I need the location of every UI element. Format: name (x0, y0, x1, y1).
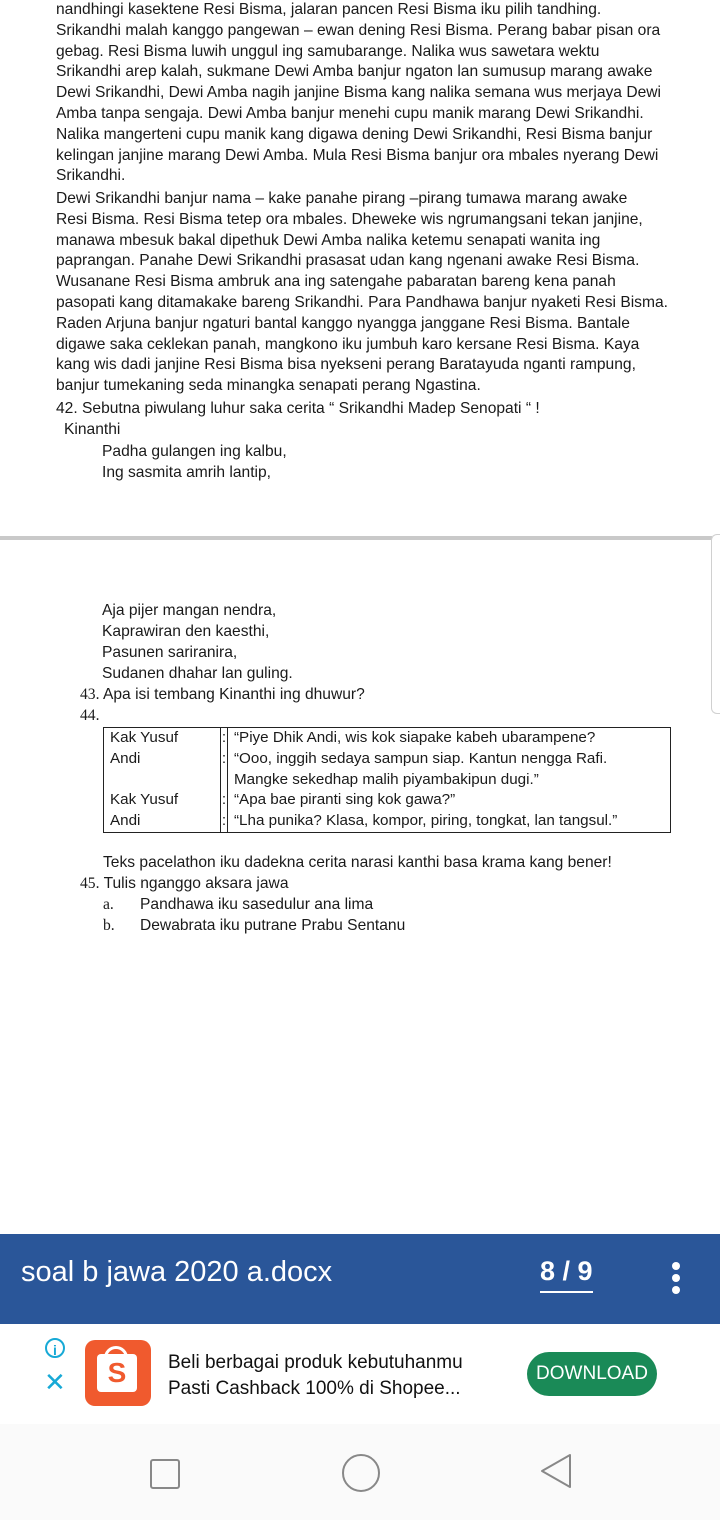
text-line: Dewi Srikandhi, Dewi Amba nagih janjine Bisma kang nalika semana wus merjaya Dewi (56, 84, 661, 102)
speaker-cell: Kak Yusuf (104, 728, 221, 749)
list-text: Dewabrata iku putrane Prabu Sentanu (140, 917, 406, 934)
system-nav-bar (0, 1424, 720, 1520)
poem-line: Aja pijer mangan nendra, (102, 602, 277, 619)
text-line: digawe saka ceklekan panah, mangkono iku jumbuh karo kersane Resi Bisma. Kaya (56, 335, 640, 353)
speaker-cell (104, 770, 221, 791)
poem-line: Kaprawiran den kaesthi, (102, 623, 270, 640)
text-line: Dewi Srikandhi banjur nama – kake panahe pirang –pirang tumawa marang awake (56, 190, 628, 207)
text-line: Wusanane Resi Bisma ambruk ana ing satengahe pabaratan bareng kena panah (56, 273, 616, 291)
question-number: 43. (80, 686, 100, 703)
kinanthi-title: Kinanthi (64, 421, 121, 438)
table-row (104, 749, 671, 770)
colon-cell: : (221, 790, 228, 811)
dialogue-cell: “Piye Dhik Andi, wis kok siapake kabeh ubarampene? (234, 729, 596, 746)
ad-banner[interactable] (40, 1324, 680, 1424)
speaker-cell: Kak Yusuf (104, 790, 221, 811)
shopee-logo-icon (85, 1340, 151, 1406)
file-name: soal b jawa 2020 a.docx (21, 1256, 333, 1288)
ad-text (168, 1350, 463, 1402)
question-44-number: 44. (80, 707, 100, 724)
text-line: kang wis dadi janjine Resi Bisma bisa nyekseni perang Baratayuda nganti rampung, (56, 356, 636, 374)
kebab-menu-icon[interactable] (668, 1262, 684, 1302)
page-separator (0, 536, 712, 540)
list-text: Pandhawa iku sasedulur ana lima (140, 896, 374, 913)
text-line: paprangan. Panahe Dewi Srikandhi prasasat udan kang ngenani awake Resi Bisma. (56, 252, 640, 270)
dialogue-cell: Mangke sekedhap malih piyambakipun dugi.” (234, 770, 539, 788)
story-paragraph-2 (56, 189, 696, 397)
poem-line: Padha gulangen ing kalbu, (102, 443, 287, 460)
text-line: Srikandhi. (56, 167, 126, 185)
colon-cell: : (221, 749, 228, 770)
question-43 (80, 685, 365, 706)
speaker-cell: Andi (104, 811, 221, 832)
list-letter: b. (103, 917, 115, 934)
text-line: nandhingi kasektene Resi Bisma, jalaran pancen Resi Bisma iku pilih tandhing. (56, 1, 602, 18)
table-row (104, 790, 671, 811)
shopee-logo-letter: S (97, 1354, 137, 1392)
dialogue-cell: “Ooo, inggih sedaya sampun siap. Kantun nengga Rafi. (234, 749, 608, 767)
list-letter: a. (103, 896, 114, 913)
table-row (104, 728, 671, 749)
list-item (103, 895, 373, 916)
text-line: Nalika mangerteni cupu manik kang digawa dening Dewi Srikandhi, Resi Bisma banjur (56, 125, 653, 143)
poem-line: Pasunen sariranira, (102, 644, 238, 661)
question-text: Tulis nganggo aksara jawa (103, 875, 289, 892)
table-row (104, 770, 671, 791)
question-44-instruction: Teks pacelathon iku dadekna cerita narasi kanthi basa krama kang bener! (103, 854, 612, 871)
document-toolbar (0, 1234, 720, 1324)
colon-cell: : (221, 728, 228, 749)
text-line: Resi Bisma. Resi Bisma tetep ora mbales. Dheweke wis ngrumangsani tekan janjine, (56, 210, 643, 228)
text-line: Srikandhi malah kanggo pangewan – ewan dening Resi Bisma. Perang babar pisan ora (56, 21, 661, 39)
home-icon[interactable] (342, 1454, 380, 1492)
table-row (104, 811, 671, 832)
colon-cell (221, 770, 228, 791)
page-indicator[interactable]: 8 / 9 (540, 1256, 593, 1293)
question-number: 45. (80, 875, 100, 892)
question-42: 42. Sebutna piwulang luhur saka cerita “ Srikandhi Madep Senopati “ ! (56, 400, 540, 417)
ad-line-2: Pasti Cashback 100% di Shopee... (168, 1378, 461, 1399)
dialogue-table (103, 727, 671, 833)
download-button[interactable]: DOWNLOAD (527, 1352, 657, 1396)
colon-cell: : (221, 811, 228, 832)
speaker-cell: Andi (104, 749, 221, 770)
dialogue-cell: “Lha punika? Klasa, kompor, piring, tongkat, lan tangsul.” (234, 812, 618, 830)
poem-line: Sudanen dhahar lan guling. (102, 665, 293, 682)
scrollbar-thumb[interactable] (711, 534, 720, 714)
text-line: banjur tumekaning seda minangka senapati perang Ngastina. (56, 377, 481, 395)
close-icon[interactable]: ✕ (44, 1367, 66, 1397)
back-icon[interactable] (538, 1452, 574, 1490)
text-line: Amba tanpa sengaja. Dewi Amba banjur menehi cupu manik marang Dewi Srikandhi. (56, 104, 644, 122)
dialogue-cell: “Apa bae piranti sing kok gawa?” (234, 791, 456, 809)
info-icon[interactable]: i (45, 1338, 65, 1358)
poem-line: Ing sasmita amrih lantip, (102, 464, 272, 481)
text-line: manawa mbesuk bakal dipethuk Dewi Amba nalika ketemu senapati wanita ing (56, 231, 601, 249)
question-text: Apa isi tembang Kinanthi ing dhuwur? (102, 686, 365, 703)
question-45 (80, 874, 289, 895)
list-item (103, 916, 405, 937)
text-line: Srikandhi arep kalah, sukmane Dewi Amba banjur ngaton lan sumusup marang awake (56, 63, 653, 81)
text-line: gebag. Resi Bisma luwih unggul ing samubarange. Nalika wus sawetara wektu (56, 42, 600, 60)
story-paragraph-1 (56, 0, 696, 187)
text-line: pasopati kang ditamakake bareng Srikandhi. Para Pandhawa banjur nyaketi Resi Bisma. (56, 293, 668, 311)
recent-apps-icon[interactable] (150, 1459, 180, 1489)
text-line: Raden Arjuna banjur ngaturi bantal kanggo nyangga janggane Resi Bisma. Bantale (56, 314, 630, 332)
ad-line-1: Beli berbagai produk kebutuhanmu (168, 1352, 463, 1373)
text-line: kelingan janjine marang Dewi Amba. Mula Resi Bisma banjur ora mbales nyerang Dewi (56, 146, 659, 164)
